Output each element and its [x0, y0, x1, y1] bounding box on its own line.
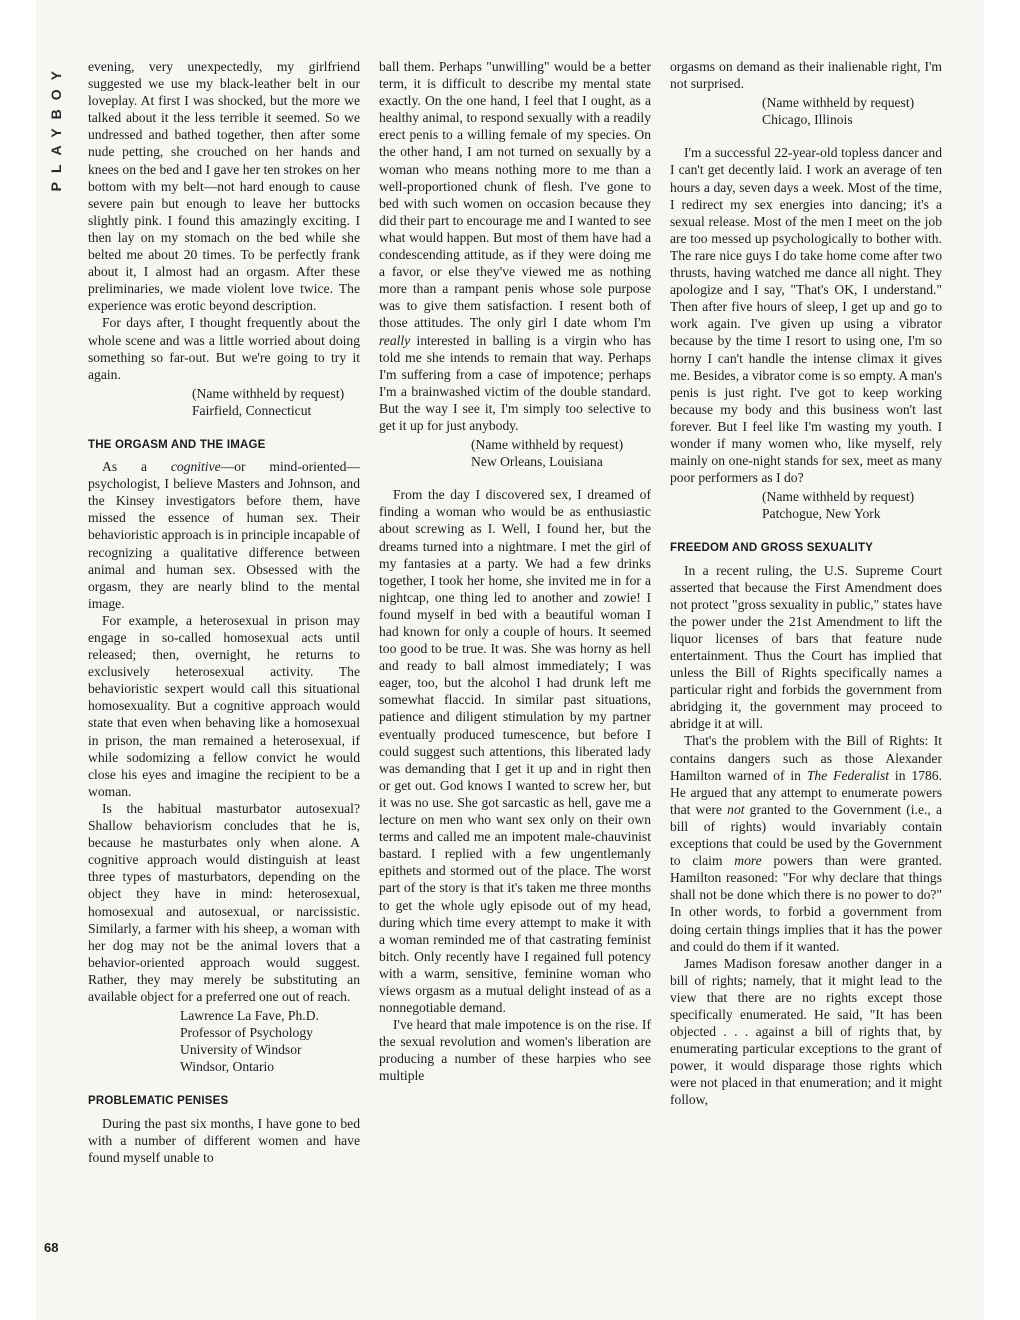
signature-line: Lawrence La Fave, Ph.D.: [180, 1008, 319, 1024]
page-number: 68: [44, 1240, 59, 1255]
letter-paragraph: From the day I discovered sex, I dreamed of finding a woman who would be as enthusiastic about screwing as I. Well, I found her, but the dreams turned into a nightmare. I met the girl of my fantasies at a party. We had a few drinks together, I took her home, she invited me in for a nightcap, one thing led to another and zowie! I found myself in bed with a beautiful woman I had known for only a couple of hours. It seemed too good to be true. It was. She was horny as hell and ready to ball almost immediately; I was eager, too, but the alcohol I had drunk left me somewhat flaccid. In similar past situations, patience and diligent stimulation by my partner eventually produced tumescence, but before I could suggest such attentions, this liberated lady was demanding that I get it up and in right then or get out. God knows I wanted to screw her, but it was no use. She got sarcastic as hell, gave me a lecture on men who want sex only on their own terms and called me an impotent male-chauvinist bastard. I replied with a few ungentlemanly epithets and stormed out of the place. The worst part of the story is that it's taken me three months to get the whole ugly episode out of my head, during which time every attempt to make it with a woman reminded me of that castrating feminist bitch. Only recently have I regained full potency with a warm, sensitive, feminine woman who views orgasm as a mutual delight instead of as a nonnegotiable demand.: [379, 487, 651, 1016]
text-run: in 1786. He argued that any attempt to enumerate powers that were: [670, 767, 942, 817]
letter-paragraph: James Madison foresaw another danger in a bill of rights; namely, that it might lead to the view that there are no rights except those specifically enumerated. He said, "It has been objected . . . against a bill of rights that, by enumerating particular exceptions to the grant of power, it would disparage those rights which were not placed in that enumeration; and it might follow,: [670, 955, 942, 1108]
letter-paragraph: I've heard that male impotence is on the rise. If the sexual revolution and women's liberation are producing a number of these harpies who see multiple: [379, 1017, 651, 1084]
letter-signature: [670, 488, 942, 522]
letter-signature: [670, 94, 942, 128]
signature-name: (Name withheld by request): [471, 437, 624, 453]
text-run: As a: [102, 459, 171, 475]
column-3: [670, 58, 942, 1109]
text-run: granted to the Government (i.e., a bill of rights) would invariably contain exceptions that could be used by the Government to claim: [670, 801, 942, 869]
letter-paragraph: Is the habitual masturbator autosexual? Shallow behaviorism concludes that he is, because he masturbates only when alone. A cognitive approach would distinguish at least three types of masturbators, depending on the object they have in mind: heterosexual, homosexual and autosexual, or narcissistic. Similarly, a farmer with his sheep, a woman with her dog may not be the animal lovers that a behavior-oriented approach would suggest. Rather, they may merely be substituting an available object for a preferred one out of reach.: [88, 800, 360, 1004]
letter-paragraph: For days after, I thought frequently about the whole scene and was a little worried about doing something so far-out. But we're going to try it again.: [88, 315, 360, 382]
letter-paragraph: [379, 58, 651, 434]
letter-signature: [88, 1007, 360, 1075]
text-run: powers than were granted. Hamilton reasoned: "For why declare that things shall not be done which there is no power to do?" In other words, to forbid a government from doing certain things implies that it has the power and could do them if it wanted.: [670, 853, 942, 954]
signature-place: Chicago, Illinois: [762, 112, 853, 128]
letter-paragraph: [670, 732, 942, 954]
letter-separator: [670, 128, 942, 144]
letter-signature: [379, 436, 651, 470]
masthead: PLAYBOY: [48, 62, 64, 192]
signature-name: (Name withheld by request): [192, 385, 345, 401]
emphasis-text: more: [734, 853, 762, 869]
emphasis-text: cognitive: [170, 459, 221, 475]
signature-name: (Name withheld by request): [762, 489, 915, 505]
signature-name: (Name withheld by request): [762, 95, 915, 111]
letter-paragraph: In a recent ruling, the U.S. Supreme Court asserted that because the First Amendment does not protect "gross sexuality in public," states have the power under the 21st Amendment to lift the liquor licenses of bars that feature nude entertainment. Thus the Court has implied that unless the Bill of Rights specifically names a particular right and forbids the government from abridging it, the government may proceed to abridge it at will.: [670, 562, 942, 732]
signature-line: Windsor, Ontario: [180, 1059, 275, 1075]
signature-place: Fairfield, Connecticut: [192, 402, 312, 418]
emphasis-text: really: [379, 332, 411, 348]
letter-separator: [379, 470, 651, 486]
signature-place: New Orleans, Louisiana: [471, 454, 603, 470]
signature-line: University of Windsor: [180, 1042, 302, 1058]
column-1: [88, 58, 360, 1166]
text-run: interested in balling is a virgin who has told me she intends to remain that way. Perhaps I'm suffering from a case of impotence; perhaps I'm a brainwashed victim of the double standard. But the way I see it, I'm simply too selective to get it up for just anybody.: [379, 332, 651, 433]
text-run: —or mind-oriented—psychologist, I believe Masters and Johnson, and the Kinsey investigators before them, have missed the essence of human sex. Their behavioristic approach is in principle incapable of recognizing a qualitative difference between animal and human sex. Obsessed with the orgasm, they are nearly blind to the mental image.: [88, 459, 360, 611]
signature-line: Professor of Psychology: [180, 1025, 313, 1041]
text-run: That's the problem with the Bill of Rights: It contains dangers such as those Alexander Hamilton warned of in: [670, 733, 942, 783]
text-run: ball them. Perhaps "unwilling" would be a better term, it is difficult to describe my mental state exactly. On the one hand, I feel that I ought, as a healthy animal, to respond sexually with a readily erect penis to a willing female of my species. On the other hand, I am not turned on sexually by a woman who means nothing more to me than a well-proportioned chunk of flesh. I've gone to bed with such women on occasion because they did their part to encourage me and I wanted to see what would happen. But most of them have had a condescending attitude, as if they were doing me a favor, or else they've viewed me as nothing more than a rampant penis whose sole purpose was to give them satisfaction. I resent both of those attitudes. The only girl I date whom I'm: [379, 59, 651, 331]
letter-signature: [88, 385, 360, 419]
emphasis-text: The Federalist: [806, 767, 890, 783]
section-heading: FREEDOM AND GROSS SEXUALITY: [670, 542, 874, 555]
section-heading: THE ORGASM AND THE IMAGE: [88, 438, 266, 451]
letter-paragraph: During the past six months, I have gone to bed with a number of different women and have found myself unable to: [88, 1115, 360, 1165]
emphasis-text: not: [727, 801, 745, 817]
letter-paragraph: For example, a heterosexual in prison may engage in so-called homosexual acts until released; then, overnight, he returns to exclusively heterosexual activity. The behavioristic sexpert would call this situational homosexuality. But a cognitive approach would state that even when behaving like a homosexual in prison, the man remained a heterosexual, if while sodomizing a fellow convict he would close his eyes and imagine the recipient to be a woman.: [88, 612, 360, 799]
letter-paragraph: evening, very unexpectedly, my girlfriend suggested we use my black-leather belt in our loveplay. At first I was shocked, but the more we talked about it the less terrible it seemed. So we undressed and bathed together, then after some nude petting, she crouched on her hands and knees on the bed and I gave her ten strokes on her bottom with my belt—not hard enough to cause severe pain but enough to leave her buttocks slightly pink. I found this amazingly exciting. I then lay on my stomach on the bed while she belted me about 20 times. To be perfectly frank about it, I almost had an orgasm. After these preliminaries, we made violent love twice. The experience was erotic beyond description.: [88, 59, 360, 314]
section-heading: PROBLEMATIC PENISES: [88, 1095, 229, 1108]
letter-paragraph: orgasms on demand as their inalienable right, I'm not surprised.: [670, 59, 942, 92]
letter-paragraph: [88, 458, 360, 612]
signature-place: Patchogue, New York: [762, 506, 881, 522]
column-2: [379, 58, 651, 1085]
letter-paragraph: I'm a successful 22-year-old topless dancer and I can't get decently laid. I work an average of ten hours a day, seven days a week. Most of the time, I redirect my sex energies into dancing; it's a sexual release. Most of the men I meet on the job are too messed up psychologically to bother with. The rare nice guys I do take home come after two thrusts, having watched me dance all night. They apologize and I say, "That's OK, I understand." Then after five hours of sleep, I get up and go to work again. I've given up using a vibrator because by the time I resort to using one, I'm so horny I can't handle the intense climax it gives me. Besides, a vibrator come is so empty. A man's penis is just right. I've got to keep working because my body and this business won't last forever. But I feel like I'm wasting my youth. I wonder if many women who, like myself, rely mainly on one-night stands for sex, meet as many poor performers as I do?: [670, 145, 942, 486]
